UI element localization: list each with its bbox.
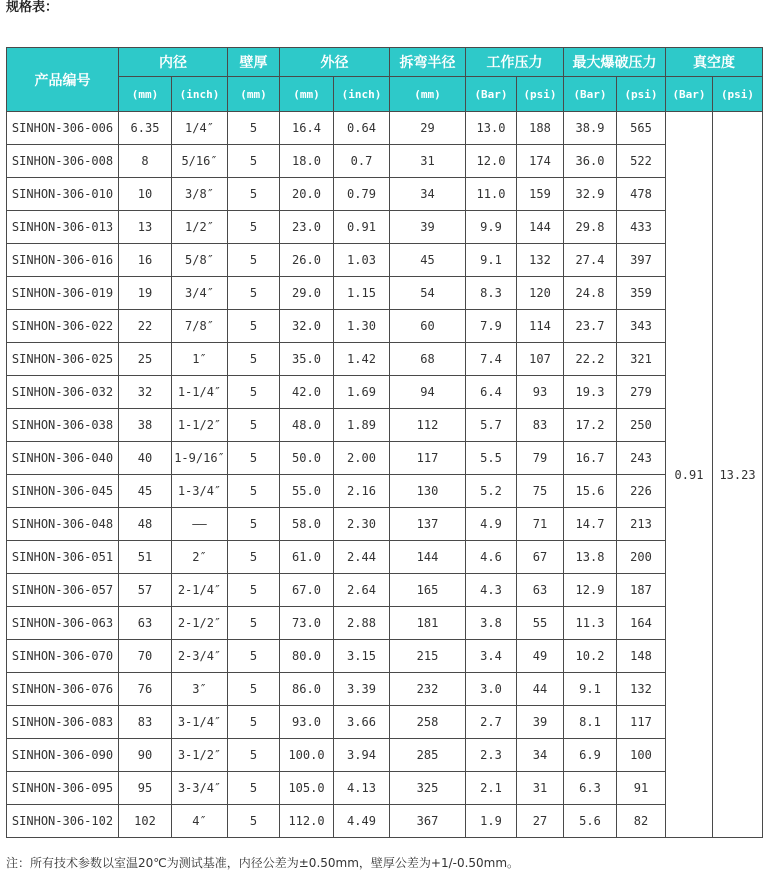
cell-burst-psi: 565 (617, 112, 666, 145)
cell-outer-mm: 80.0 (280, 640, 334, 673)
unit-burst-bar: (Bar) (564, 77, 617, 112)
cell-burst-bar: 11.3 (564, 607, 617, 640)
table-row (7, 409, 763, 442)
cell-bend-radius: 130 (390, 475, 466, 508)
cell-product-code: SINHON-306-040 (7, 442, 119, 475)
header-bend-radius: 拆弯半径 (390, 48, 466, 77)
cell-burst-psi: 321 (617, 343, 666, 376)
cell-inner-inch: 2″ (172, 541, 228, 574)
cell-bend-radius: 112 (390, 409, 466, 442)
cell-outer-mm: 100.0 (280, 739, 334, 772)
cell-product-code: SINHON-306-038 (7, 409, 119, 442)
cell-outer-mm: 50.0 (280, 442, 334, 475)
cell-burst-bar: 24.8 (564, 277, 617, 310)
cell-product-code: SINHON-306-032 (7, 376, 119, 409)
cell-wall-mm: 5 (228, 310, 280, 343)
cell-work-bar: 2.7 (466, 706, 517, 739)
cell-work-bar: 5.5 (466, 442, 517, 475)
cell-bend-radius: 60 (390, 310, 466, 343)
cell-work-psi: 44 (517, 673, 564, 706)
cell-inner-inch: 3″ (172, 673, 228, 706)
cell-outer-mm: 35.0 (280, 343, 334, 376)
cell-work-bar: 7.4 (466, 343, 517, 376)
spec-table (6, 47, 763, 838)
cell-outer-mm: 86.0 (280, 673, 334, 706)
cell-outer-mm: 112.0 (280, 805, 334, 838)
unit-inner-mm: (mm) (119, 77, 172, 112)
unit-work-bar: (Bar) (466, 77, 517, 112)
cell-wall-mm: 5 (228, 112, 280, 145)
cell-bend-radius: 215 (390, 640, 466, 673)
cell-outer-mm: 48.0 (280, 409, 334, 442)
cell-wall-mm: 5 (228, 640, 280, 673)
cell-outer-mm: 93.0 (280, 706, 334, 739)
cell-bend-radius: 165 (390, 574, 466, 607)
cell-outer-inch: 0.91 (334, 211, 390, 244)
cell-inner-inch: 3-1/4″ (172, 706, 228, 739)
cell-inner-inch: 3/4″ (172, 277, 228, 310)
cell-inner-inch: 1-3/4″ (172, 475, 228, 508)
cell-outer-inch: 1.03 (334, 244, 390, 277)
cell-outer-mm: 29.0 (280, 277, 334, 310)
cell-inner-inch: 3-1/2″ (172, 739, 228, 772)
cell-outer-mm: 58.0 (280, 508, 334, 541)
cell-wall-mm: 5 (228, 343, 280, 376)
cell-burst-psi: 226 (617, 475, 666, 508)
cell-bend-radius: 258 (390, 706, 466, 739)
unit-outer-inch: (inch) (334, 77, 390, 112)
cell-work-bar: 8.3 (466, 277, 517, 310)
cell-bend-radius: 367 (390, 805, 466, 838)
cell-outer-inch: 3.66 (334, 706, 390, 739)
table-row (7, 277, 763, 310)
cell-wall-mm: 5 (228, 442, 280, 475)
cell-outer-inch: 1.89 (334, 409, 390, 442)
cell-product-code: SINHON-306-063 (7, 607, 119, 640)
cell-burst-psi: 250 (617, 409, 666, 442)
cell-outer-inch: 0.7 (334, 145, 390, 178)
cell-outer-mm: 105.0 (280, 772, 334, 805)
table-row (7, 442, 763, 475)
footnote: 注：所有技术参数以室温20℃为测试基准，内径公差为±0.50mm，壁厚公差为+1/-0.50mm。 (6, 856, 520, 870)
table-row (7, 607, 763, 640)
table-row (7, 211, 763, 244)
cell-burst-psi: 522 (617, 145, 666, 178)
cell-product-code: SINHON-306-022 (7, 310, 119, 343)
cell-burst-bar: 19.3 (564, 376, 617, 409)
cell-wall-mm: 5 (228, 574, 280, 607)
cell-work-psi: 120 (517, 277, 564, 310)
cell-work-psi: 132 (517, 244, 564, 277)
cell-bend-radius: 31 (390, 145, 466, 178)
table-row (7, 706, 763, 739)
cell-work-bar: 6.4 (466, 376, 517, 409)
cell-wall-mm: 5 (228, 772, 280, 805)
cell-burst-bar: 8.1 (564, 706, 617, 739)
cell-burst-psi: 433 (617, 211, 666, 244)
cell-bend-radius: 325 (390, 772, 466, 805)
cell-inner-mm: 70 (119, 640, 172, 673)
cell-work-bar: 2.1 (466, 772, 517, 805)
cell-outer-inch: 0.64 (334, 112, 390, 145)
cell-outer-inch: 2.88 (334, 607, 390, 640)
cell-burst-psi: 100 (617, 739, 666, 772)
cell-burst-psi: 132 (617, 673, 666, 706)
cell-burst-bar: 13.8 (564, 541, 617, 574)
table-row (7, 178, 763, 211)
cell-inner-mm: 63 (119, 607, 172, 640)
cell-product-code: SINHON-306-051 (7, 541, 119, 574)
cell-outer-inch: 4.49 (334, 805, 390, 838)
header-wall-thickness: 壁厚 (228, 48, 280, 77)
header-working-pressure: 工作压力 (466, 48, 564, 77)
cell-work-psi: 83 (517, 409, 564, 442)
cell-inner-mm: 16 (119, 244, 172, 277)
cell-outer-mm: 42.0 (280, 376, 334, 409)
cell-inner-inch: 2-1/4″ (172, 574, 228, 607)
cell-outer-mm: 61.0 (280, 541, 334, 574)
cell-work-bar: 4.6 (466, 541, 517, 574)
cell-work-psi: 55 (517, 607, 564, 640)
cell-burst-psi: 200 (617, 541, 666, 574)
cell-outer-mm: 23.0 (280, 211, 334, 244)
cell-outer-inch: 2.44 (334, 541, 390, 574)
cell-work-bar: 9.9 (466, 211, 517, 244)
cell-product-code: SINHON-306-048 (7, 508, 119, 541)
cell-burst-psi: 164 (617, 607, 666, 640)
unit-inner-inch: (inch) (172, 77, 228, 112)
cell-outer-inch: 3.15 (334, 640, 390, 673)
cell-wall-mm: 5 (228, 376, 280, 409)
cell-work-bar: 3.0 (466, 673, 517, 706)
cell-inner-mm: 76 (119, 673, 172, 706)
cell-vacuum-bar: 0.91 (666, 112, 713, 838)
cell-outer-mm: 73.0 (280, 607, 334, 640)
cell-outer-inch: 2.00 (334, 442, 390, 475)
cell-work-bar: 5.2 (466, 475, 517, 508)
cell-product-code: SINHON-306-019 (7, 277, 119, 310)
cell-vacuum-psi: 13.23 (713, 112, 763, 838)
cell-product-code: SINHON-306-010 (7, 178, 119, 211)
cell-wall-mm: 5 (228, 541, 280, 574)
cell-inner-inch: 5/16″ (172, 145, 228, 178)
cell-outer-inch: 4.13 (334, 772, 390, 805)
cell-bend-radius: 29 (390, 112, 466, 145)
cell-inner-inch: 5/8″ (172, 244, 228, 277)
table-row (7, 772, 763, 805)
cell-work-bar: 5.7 (466, 409, 517, 442)
cell-product-code: SINHON-306-057 (7, 574, 119, 607)
cell-inner-inch: 1-1/4″ (172, 376, 228, 409)
table-row (7, 376, 763, 409)
cell-product-code: SINHON-306-070 (7, 640, 119, 673)
cell-burst-psi: 279 (617, 376, 666, 409)
cell-burst-bar: 6.3 (564, 772, 617, 805)
cell-work-bar: 11.0 (466, 178, 517, 211)
spec-table-body (7, 112, 763, 838)
unit-vacuum-psi: (psi) (713, 77, 763, 112)
cell-inner-inch: 1/4″ (172, 112, 228, 145)
unit-burst-psi: (psi) (617, 77, 666, 112)
table-row (7, 343, 763, 376)
cell-burst-psi: 397 (617, 244, 666, 277)
cell-inner-mm: 57 (119, 574, 172, 607)
table-row (7, 673, 763, 706)
cell-outer-mm: 32.0 (280, 310, 334, 343)
cell-burst-bar: 29.8 (564, 211, 617, 244)
cell-outer-inch: 2.64 (334, 574, 390, 607)
cell-work-psi: 159 (517, 178, 564, 211)
cell-inner-mm: 102 (119, 805, 172, 838)
cell-burst-bar: 6.9 (564, 739, 617, 772)
cell-inner-inch: 1-9/16″ (172, 442, 228, 475)
cell-wall-mm: 5 (228, 673, 280, 706)
cell-burst-bar: 9.1 (564, 673, 617, 706)
unit-outer-mm: (mm) (280, 77, 334, 112)
cell-inner-inch: 7/8″ (172, 310, 228, 343)
cell-burst-psi: 213 (617, 508, 666, 541)
cell-outer-mm: 67.0 (280, 574, 334, 607)
cell-work-psi: 93 (517, 376, 564, 409)
cell-work-psi: 114 (517, 310, 564, 343)
cell-inner-mm: 40 (119, 442, 172, 475)
cell-bend-radius: 144 (390, 541, 466, 574)
cell-work-psi: 71 (517, 508, 564, 541)
cell-outer-inch: 1.69 (334, 376, 390, 409)
cell-outer-mm: 55.0 (280, 475, 334, 508)
cell-wall-mm: 5 (228, 409, 280, 442)
cell-burst-psi: 91 (617, 772, 666, 805)
table-row (7, 508, 763, 541)
table-row (7, 805, 763, 838)
cell-product-code: SINHON-306-045 (7, 475, 119, 508)
cell-product-code: SINHON-306-025 (7, 343, 119, 376)
cell-wall-mm: 5 (228, 277, 280, 310)
cell-wall-mm: 5 (228, 475, 280, 508)
cell-outer-inch: 1.30 (334, 310, 390, 343)
cell-burst-psi: 343 (617, 310, 666, 343)
cell-inner-mm: 48 (119, 508, 172, 541)
cell-bend-radius: 54 (390, 277, 466, 310)
cell-inner-mm: 95 (119, 772, 172, 805)
cell-work-bar: 1.9 (466, 805, 517, 838)
cell-outer-mm: 16.4 (280, 112, 334, 145)
cell-wall-mm: 5 (228, 244, 280, 277)
cell-work-psi: 188 (517, 112, 564, 145)
table-row (7, 310, 763, 343)
table-row (7, 112, 763, 145)
cell-inner-mm: 8 (119, 145, 172, 178)
cell-work-bar: 13.0 (466, 112, 517, 145)
cell-wall-mm: 5 (228, 739, 280, 772)
header-product-code: 产品编号 (7, 48, 119, 112)
cell-inner-inch: 2-3/4″ (172, 640, 228, 673)
cell-work-bar: 7.9 (466, 310, 517, 343)
cell-outer-inch: 2.30 (334, 508, 390, 541)
cell-work-bar: 4.3 (466, 574, 517, 607)
cell-bend-radius: 45 (390, 244, 466, 277)
cell-burst-psi: 243 (617, 442, 666, 475)
cell-burst-bar: 14.7 (564, 508, 617, 541)
cell-wall-mm: 5 (228, 211, 280, 244)
cell-wall-mm: 5 (228, 178, 280, 211)
cell-outer-inch: 3.94 (334, 739, 390, 772)
cell-burst-bar: 16.7 (564, 442, 617, 475)
cell-wall-mm: 5 (228, 805, 280, 838)
cell-work-psi: 34 (517, 739, 564, 772)
table-row (7, 574, 763, 607)
cell-burst-bar: 38.9 (564, 112, 617, 145)
cell-inner-mm: 22 (119, 310, 172, 343)
cell-work-psi: 31 (517, 772, 564, 805)
cell-product-code: SINHON-306-090 (7, 739, 119, 772)
header-outer-diameter: 外径 (280, 48, 390, 77)
cell-burst-bar: 5.6 (564, 805, 617, 838)
cell-burst-psi: 359 (617, 277, 666, 310)
cell-bend-radius: 39 (390, 211, 466, 244)
cell-work-psi: 144 (517, 211, 564, 244)
cell-bend-radius: 94 (390, 376, 466, 409)
unit-bend-mm: (mm) (390, 77, 466, 112)
cell-wall-mm: 5 (228, 706, 280, 739)
cell-work-bar: 4.9 (466, 508, 517, 541)
cell-product-code: SINHON-306-095 (7, 772, 119, 805)
cell-outer-inch: 0.79 (334, 178, 390, 211)
cell-product-code: SINHON-306-102 (7, 805, 119, 838)
unit-vacuum-bar: (Bar) (666, 77, 713, 112)
cell-inner-mm: 45 (119, 475, 172, 508)
cell-burst-bar: 10.2 (564, 640, 617, 673)
cell-product-code: SINHON-306-006 (7, 112, 119, 145)
table-row (7, 739, 763, 772)
page-title: 规格表： (6, 0, 59, 15)
unit-work-psi: (psi) (517, 77, 564, 112)
cell-inner-inch: 1-1/2″ (172, 409, 228, 442)
cell-inner-mm: 19 (119, 277, 172, 310)
cell-burst-psi: 148 (617, 640, 666, 673)
cell-inner-mm: 38 (119, 409, 172, 442)
unit-wall-mm: (mm) (228, 77, 280, 112)
cell-burst-bar: 15.6 (564, 475, 617, 508)
cell-work-bar: 9.1 (466, 244, 517, 277)
table-row (7, 541, 763, 574)
cell-bend-radius: 68 (390, 343, 466, 376)
cell-burst-bar: 23.7 (564, 310, 617, 343)
header-burst-pressure: 最大爆破压力 (564, 48, 666, 77)
cell-outer-inch: 3.39 (334, 673, 390, 706)
cell-burst-psi: 187 (617, 574, 666, 607)
cell-product-code: SINHON-306-008 (7, 145, 119, 178)
cell-outer-mm: 20.0 (280, 178, 334, 211)
cell-work-psi: 79 (517, 442, 564, 475)
cell-work-psi: 39 (517, 706, 564, 739)
cell-burst-psi: 82 (617, 805, 666, 838)
cell-work-bar: 2.3 (466, 739, 517, 772)
cell-work-bar: 3.8 (466, 607, 517, 640)
cell-inner-inch: 1/2″ (172, 211, 228, 244)
cell-bend-radius: 181 (390, 607, 466, 640)
table-row (7, 475, 763, 508)
cell-inner-inch: 3/8″ (172, 178, 228, 211)
cell-work-psi: 75 (517, 475, 564, 508)
cell-work-psi: 49 (517, 640, 564, 673)
cell-inner-inch: 4″ (172, 805, 228, 838)
table-row (7, 640, 763, 673)
header-inner-diameter: 内径 (119, 48, 228, 77)
cell-outer-inch: 1.15 (334, 277, 390, 310)
cell-burst-psi: 478 (617, 178, 666, 211)
cell-inner-mm: 10 (119, 178, 172, 211)
cell-inner-mm: 51 (119, 541, 172, 574)
table-row (7, 145, 763, 178)
cell-inner-inch: 3-3/4″ (172, 772, 228, 805)
cell-burst-bar: 22.2 (564, 343, 617, 376)
cell-product-code: SINHON-306-076 (7, 673, 119, 706)
cell-inner-mm: 13 (119, 211, 172, 244)
cell-bend-radius: 34 (390, 178, 466, 211)
cell-product-code: SINHON-306-016 (7, 244, 119, 277)
cell-work-psi: 63 (517, 574, 564, 607)
table-row (7, 244, 763, 277)
cell-work-psi: 174 (517, 145, 564, 178)
cell-product-code: SINHON-306-083 (7, 706, 119, 739)
cell-work-psi: 27 (517, 805, 564, 838)
cell-bend-radius: 285 (390, 739, 466, 772)
header-vacuum: 真空度 (666, 48, 763, 77)
cell-work-psi: 107 (517, 343, 564, 376)
cell-bend-radius: 232 (390, 673, 466, 706)
cell-outer-mm: 26.0 (280, 244, 334, 277)
cell-burst-psi: 117 (617, 706, 666, 739)
cell-burst-bar: 27.4 (564, 244, 617, 277)
cell-outer-inch: 1.42 (334, 343, 390, 376)
cell-burst-bar: 36.0 (564, 145, 617, 178)
cell-burst-bar: 12.9 (564, 574, 617, 607)
cell-inner-mm: 25 (119, 343, 172, 376)
cell-inner-mm: 6.35 (119, 112, 172, 145)
cell-inner-inch: 2-1/2″ (172, 607, 228, 640)
cell-wall-mm: 5 (228, 145, 280, 178)
cell-outer-mm: 18.0 (280, 145, 334, 178)
cell-product-code: SINHON-306-013 (7, 211, 119, 244)
cell-work-bar: 3.4 (466, 640, 517, 673)
cell-inner-inch: 1″ (172, 343, 228, 376)
cell-bend-radius: 137 (390, 508, 466, 541)
cell-burst-bar: 32.9 (564, 178, 617, 211)
cell-inner-mm: 83 (119, 706, 172, 739)
cell-wall-mm: 5 (228, 607, 280, 640)
cell-wall-mm: 5 (228, 508, 280, 541)
cell-burst-bar: 17.2 (564, 409, 617, 442)
cell-inner-mm: 90 (119, 739, 172, 772)
cell-outer-inch: 2.16 (334, 475, 390, 508)
cell-bend-radius: 117 (390, 442, 466, 475)
cell-inner-inch: —— (172, 508, 228, 541)
cell-work-bar: 12.0 (466, 145, 517, 178)
cell-work-psi: 67 (517, 541, 564, 574)
cell-inner-mm: 32 (119, 376, 172, 409)
